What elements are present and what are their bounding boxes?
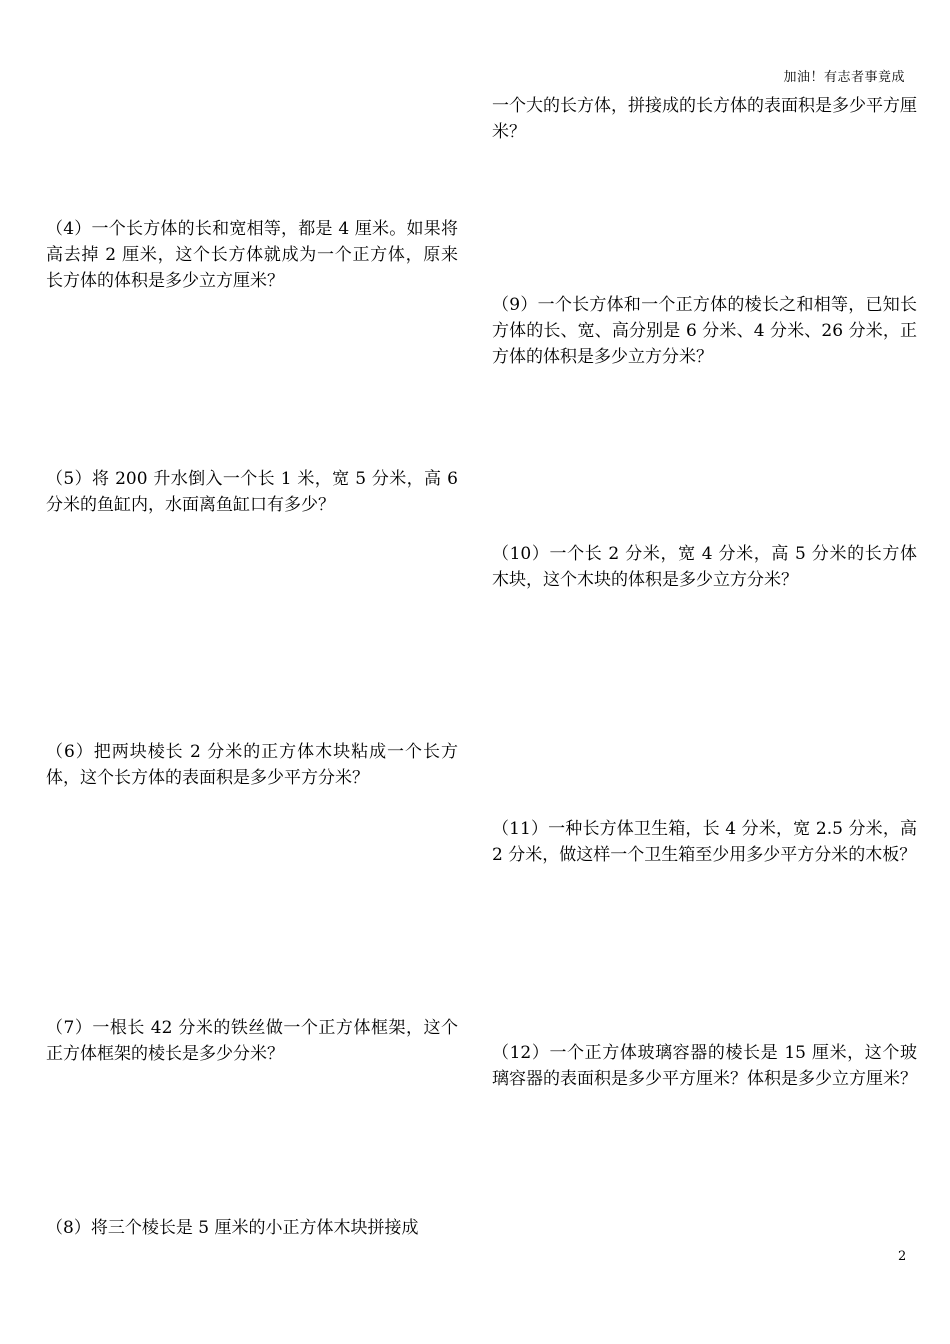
question-6: （6）把两块棱长 2 分米的正方体木块粘成一个长方体，这个长方体的表面积是多少平方分米？ — [46, 742, 458, 788]
question-12: （12）一个正方体玻璃容器的棱长是 15 厘米，这个玻璃容器的表面积是多少平方厘米？体积是多少立方厘米？ — [492, 1043, 917, 1089]
question-9: （9）一个长方体和一个正方体的棱长之和相等，已知长方体的长、宽、高分别是 6 分米、4 分米、26 分米，正方体的体积是多少立方分米？ — [492, 295, 917, 367]
question-8-start: （8）将三个棱长是 5 厘米的小正方体木块拼接成 — [46, 1218, 419, 1238]
question-8-continued: 一个大的长方体，拼接成的长方体的表面积是多少平方厘米？ — [492, 96, 917, 142]
question-11: （11）一种长方体卫生箱，长 4 分米，宽 2.5 分米，高 2 分米，做这样一个卫生箱至少用多少平方分米的木板？ — [492, 819, 917, 865]
question-10: （10）一个长 2 分米，宽 4 分米，高 5 分米的长方体木块，这个木块的体积是多少立方分米？ — [492, 544, 917, 590]
question-5: （5）将 200 升水倒入一个长 1 米，宽 5 分米，高 6 分米的鱼缸内，水面离鱼缸口有多少？ — [46, 469, 458, 515]
page-number: 2 — [898, 1249, 907, 1264]
question-4: （4）一个长方体的长和宽相等，都是 4 厘米。如果将高去掉 2 厘米，这个长方体就成为一个正方体，原来长方体的体积是多少立方厘米？ — [46, 219, 458, 291]
question-7: （7）一根长 42 分米的铁丝做一个正方体框架，这个正方体框架的棱长是多少分米？ — [46, 1018, 458, 1064]
header-motto: 加油！有志者事竟成 — [783, 70, 905, 85]
